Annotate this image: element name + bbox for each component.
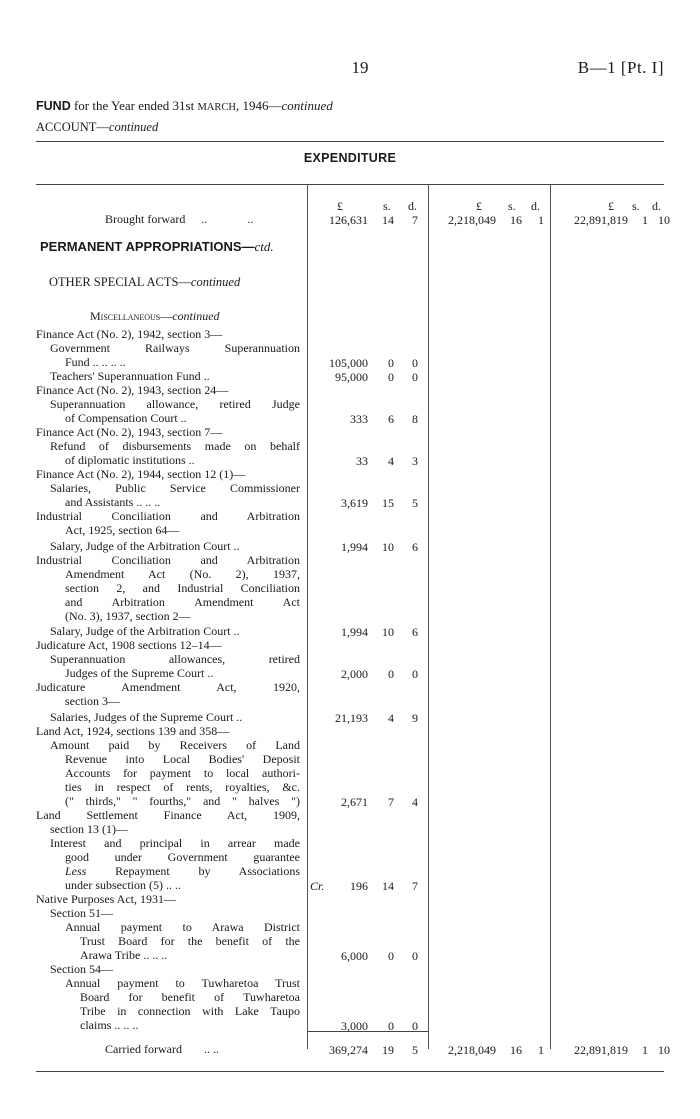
description-line: Annual payment to Tuwharetoa Trust [65, 977, 300, 990]
carried-forward-col3-shillings: 1 [642, 1043, 648, 1057]
heading-continued: continued [172, 309, 220, 323]
amount-shillings: 7 [388, 795, 394, 809]
shilling-header: s. [632, 199, 640, 213]
description-line: section 13 (1)— [50, 822, 128, 836]
pence-header: d. [408, 199, 417, 213]
account-continued: continued [108, 120, 159, 134]
amount-pence: 7 [412, 879, 418, 893]
description-line: Finance Act (No. 2), 1943, section 7— [36, 425, 223, 439]
description-line: under subsection (5) .. .. [65, 878, 181, 892]
less-label: Less [65, 865, 87, 878]
description-line: of Compensation Court .. [65, 411, 187, 425]
amount-shillings: 0 [388, 949, 394, 963]
carried-forward-row [105, 1043, 219, 1057]
amount-pence: 0 [412, 949, 418, 963]
description-line: and Arbitration Amendment Act [65, 596, 300, 609]
carried-forward-col2-pounds: 2,218,049 [448, 1043, 496, 1057]
leader-dots: .. [201, 212, 208, 226]
amount-shillings: 14 [382, 879, 394, 893]
description-line: of diplomatic institutions .. [65, 453, 195, 467]
description-line: and Assistants .. .. .. [65, 495, 161, 509]
fund-month: MARCH [197, 102, 236, 113]
brought-forward-col2-shillings: 16 [510, 213, 522, 227]
description-line: ties in respect of rents, royalties, &c. [65, 781, 300, 794]
description-line: claims .. .. .. [80, 1018, 139, 1032]
pound-header: £ [476, 199, 482, 213]
description-line: section 3— [65, 694, 120, 708]
description-line: Salary, Judge of the Arbitration Court .. [50, 624, 240, 638]
header-rule [36, 184, 664, 185]
carried-forward-col1-pence: 5 [412, 1043, 418, 1057]
column-divider [550, 185, 551, 1049]
shilling-header: s. [383, 199, 391, 213]
heading-text: Miscellaneous— [90, 309, 173, 323]
amount-pence: 0 [412, 356, 418, 370]
other-special-acts-heading [49, 276, 240, 290]
amount-pounds: 333 [350, 412, 368, 426]
heading-continued: continued [190, 275, 241, 289]
description-line: section 2, and Industrial Conciliation [65, 582, 300, 595]
pound-header: £ [608, 199, 614, 213]
carried-forward-col2-shillings: 16 [510, 1043, 522, 1057]
brought-forward-row [105, 213, 253, 227]
description-line: Section 54— [50, 962, 113, 976]
description-line: Tribe in connection with Lake Taupo [80, 1005, 300, 1018]
carried-forward-col2-pence: 1 [538, 1043, 544, 1057]
brought-forward-col1-pounds: 126,631 [329, 213, 368, 227]
amount-pounds: 2,000 [341, 667, 368, 681]
amount-pence: 0 [412, 1019, 418, 1033]
description-line: Judges of the Supreme Court .. [65, 666, 214, 680]
amount-pounds: 1,994 [341, 625, 368, 639]
description-line: Fund .. .. .. .. [65, 355, 126, 369]
bottom-rule [36, 1071, 664, 1072]
description-line: Government Railways Superannuation [50, 342, 300, 355]
description-line: Accounts for payment to local authori- [65, 767, 300, 780]
brought-forward-col2-pence: 1 [538, 213, 544, 227]
description-line: Salaries, Judges of the Supreme Court .. [50, 710, 243, 724]
section-title: EXPENDITURE [303, 151, 397, 165]
heading-text: OTHER SPECIAL ACTS— [49, 275, 191, 289]
carried-forward-col1-shillings: 19 [382, 1043, 394, 1057]
account-title [36, 120, 158, 135]
top-rule [36, 141, 664, 142]
description-line: Judicature Amendment Act, 1920, [36, 681, 300, 694]
amount-shillings: 0 [388, 356, 394, 370]
leader-dots: .. [247, 212, 254, 226]
description-line: Land Settlement Finance Act, 1909, [36, 809, 300, 822]
amount-pounds: 33 [356, 454, 368, 468]
fund-text: for the Year ended 31st [70, 98, 198, 113]
description-line: Trust Board for the benefit of the [80, 935, 300, 948]
fund-title [36, 98, 333, 114]
description-line: Finance Act (No. 2), 1942, section 3— [36, 327, 223, 341]
page-number: 19 [351, 58, 369, 77]
description-line: Refund of disbursements made on behalf [50, 440, 300, 453]
brought-forward-col1-pence: 7 [412, 213, 418, 227]
description-line: Interest and principal in arrear made [50, 837, 300, 850]
fund-label: FUND [36, 99, 71, 113]
miscellaneous-heading [90, 310, 220, 324]
description-line: Arawa Tribe .. .. .. [80, 948, 168, 962]
fund-year: , 1946— [235, 98, 282, 113]
amount-pence: 8 [412, 412, 418, 426]
amount-shillings: 4 [388, 454, 394, 468]
description-line: Salaries, Public Service Commissioner [50, 482, 300, 495]
description-line: Act, 1925, section 64— [65, 523, 180, 537]
description-line: Industrial Conciliation and Arbitration [36, 510, 300, 523]
amount-shillings: 0 [388, 667, 394, 681]
pound-header: £ [337, 199, 343, 213]
amount-shillings: 10 [382, 540, 394, 554]
amount-pounds: 21,193 [335, 711, 368, 725]
carried-forward-col3-pounds: 22,891,819 [574, 1043, 628, 1057]
credit-marker: Cr. [310, 879, 325, 893]
brought-forward-col3-pence: 10 [658, 213, 670, 227]
description-line: Revenue into Local Bodies' Deposit [65, 753, 300, 766]
subtotal-rule [308, 1031, 428, 1032]
amount-pence: 6 [412, 625, 418, 639]
brought-forward-col2-pounds: 2,218,049 [448, 213, 496, 227]
description-line: Finance Act (No. 2), 1943, section 24— [36, 383, 229, 397]
carried-forward-label: Carried forward [105, 1042, 182, 1056]
amount-pence: 3 [412, 454, 418, 468]
amount-shillings: 6 [388, 412, 394, 426]
amount-pounds: 95,000 [335, 370, 368, 384]
amount-pounds: 2,671 [341, 795, 368, 809]
description-line: Native Purposes Act, 1931— [36, 892, 176, 906]
description-line: Superannuation allowances, retired [50, 653, 300, 666]
description-line: (No. 3), 1937, section 2— [65, 609, 191, 623]
amount-shillings: 0 [388, 1019, 394, 1033]
pence-header: d. [652, 199, 661, 213]
amount-pounds: 6,000 [341, 949, 368, 963]
description-line: (" thirds," " fourths," and " halves ") [65, 795, 300, 808]
description-line: Teachers' Superannuation Fund .. [50, 369, 210, 383]
amount-pence: 0 [412, 370, 418, 384]
amount-shillings: 15 [382, 496, 394, 510]
amount-pounds: 105,000 [329, 356, 368, 370]
description-line: good under Government guarantee [65, 851, 300, 864]
description-line: Amendment Act (No. 2), 1937, [65, 568, 300, 581]
leader-dots: .. .. [203, 1042, 219, 1056]
description-line: Judicature Act, 1908 sections 12–14— [36, 638, 222, 652]
amount-pounds: 3,619 [341, 496, 368, 510]
amount-pence: 5 [412, 496, 418, 510]
document-reference: B—1 [Pt. I] [577, 58, 664, 77]
amount-shillings: 4 [388, 711, 394, 725]
carried-forward-col1-pounds: 369,274 [329, 1043, 368, 1057]
amount-pounds: 1,994 [341, 540, 368, 554]
amount-pence: 9 [412, 711, 418, 725]
description-line: Salary, Judge of the Arbitration Court .. [50, 539, 240, 553]
description-line: Section 51— [50, 906, 113, 920]
amount-pence: 4 [412, 795, 418, 809]
carried-forward-col3-pence: 10 [658, 1043, 670, 1057]
column-divider [428, 185, 429, 1049]
heading-continued: ctd. [254, 239, 274, 254]
amount-shillings: 10 [382, 625, 394, 639]
fund-continued: continued [281, 98, 333, 113]
amount-pence: 0 [412, 667, 418, 681]
description-line: Board for benefit of Tuwharetoa [80, 991, 300, 1004]
brought-forward-col1-shillings: 14 [382, 213, 394, 227]
amount-pounds: 3,000 [341, 1019, 368, 1033]
permanent-appropriations-heading [40, 240, 274, 254]
description-line: Amount paid by Receivers of Land [50, 739, 300, 752]
description-line: Finance Act (No. 2), 1944, section 12 (1)— [36, 467, 246, 481]
brought-forward-col3-shillings: 1 [642, 213, 648, 227]
amount-pounds: 196 [350, 879, 368, 893]
amount-shillings: 0 [388, 370, 394, 384]
description-line: Superannuation allowance, retired Judge [50, 398, 300, 411]
pence-header: d. [531, 199, 540, 213]
account-label: ACCOUNT— [36, 120, 109, 134]
description-line: Industrial Conciliation and Arbitration [36, 554, 300, 567]
brought-forward-label: Brought forward [105, 212, 186, 226]
description-line: Less Repayment by Associations [65, 865, 300, 878]
brought-forward-col3-pounds: 22,891,819 [574, 213, 628, 227]
description-line: Land Act, 1924, sections 139 and 358— [36, 724, 230, 738]
column-divider [307, 185, 308, 1049]
amount-pence: 6 [412, 540, 418, 554]
shilling-header: s. [508, 199, 516, 213]
description-line: Annual payment to Arawa District [65, 921, 300, 934]
heading-text: PERMANENT APPROPRIATIONS— [40, 239, 255, 254]
